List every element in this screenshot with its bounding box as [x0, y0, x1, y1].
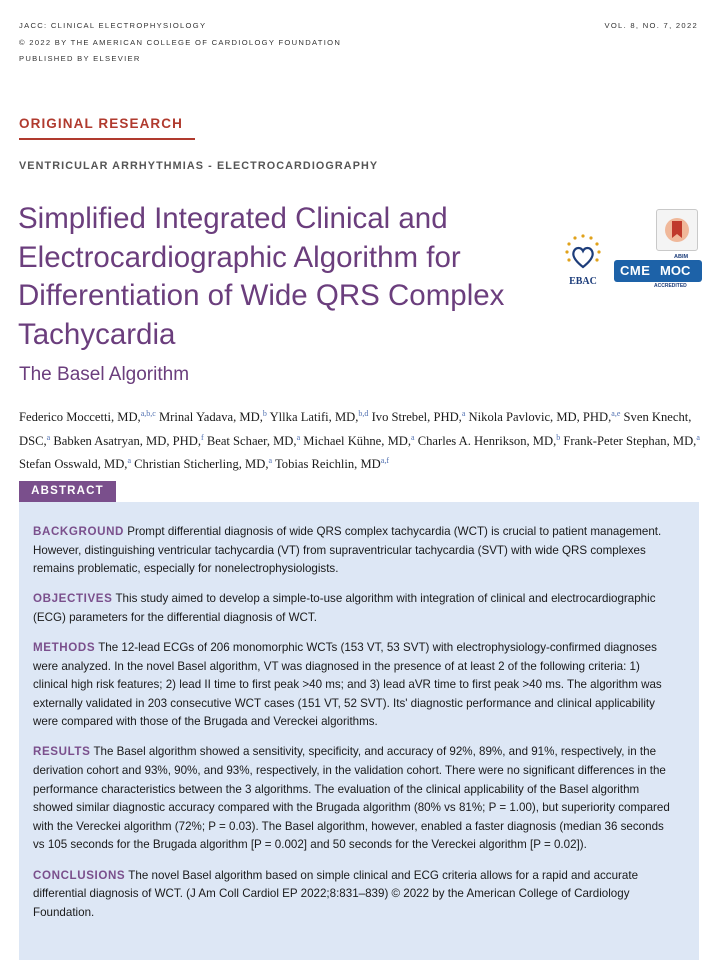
abstract-section-objectives [33, 590, 677, 627]
author-name: Frank-Peter Stephan, MD, [563, 433, 697, 448]
author-affiliation[interactable]: a [296, 432, 301, 442]
author-name: Christian Sticherling, MD, [134, 457, 269, 471]
author [469, 410, 621, 424]
article-title: Simplified Integrated Clinical and Electrocardiographic Algorithm for Differentiation of Wide QRS Complex Tachycardia [18, 202, 505, 351]
author [159, 410, 267, 424]
author-affiliation[interactable]: a [461, 409, 466, 418]
author-affiliation[interactable]: b [556, 432, 561, 442]
author-name: Federico Moccetti, MD, [19, 410, 141, 424]
author-affiliation[interactable]: a [411, 432, 415, 442]
author-name: Yllka Latifi, MD, [269, 410, 359, 424]
author-name: Ivo Strebel, PHD, [371, 410, 462, 424]
publisher-line: PUBLISHED BY ELSEVIER [19, 54, 141, 63]
ebac-heart-icon [560, 233, 606, 277]
author-list [19, 404, 703, 475]
section-divider [19, 138, 195, 140]
article-category: VENTRICULAR ARRHYTHMIAS - ELECTROCARDIOGRAPHY [19, 160, 379, 172]
author [134, 457, 272, 471]
abstract-section-methods [33, 639, 677, 732]
bookmark-icon [657, 210, 697, 250]
author-name: Charles A. Henrikson, MD, [417, 433, 557, 448]
abstract-content [33, 523, 677, 934]
author-name: Sven Knecht, DSC, [19, 410, 692, 448]
author-affiliation[interactable]: a [268, 456, 273, 465]
copyright-line: © 2022 BY THE AMERICAN COLLEGE OF CARDIOLOGY FOUNDATION [19, 38, 342, 47]
bookmark-badge[interactable] [656, 209, 698, 251]
author-name: Michael Kühne, MD, [303, 433, 412, 448]
volume-issue: VOL. 8, NO. 7, 2022 [604, 21, 698, 30]
author [270, 410, 369, 424]
abstract-section-conclusions [33, 867, 677, 923]
author [563, 434, 699, 448]
author [418, 434, 561, 448]
author-name: Babken Asatryan, MD, PHD, [53, 433, 201, 448]
author-affiliation[interactable]: b,d [358, 409, 369, 418]
author-name: Stefan Osswald, MD, [19, 457, 128, 471]
author-affiliation[interactable]: a,e [611, 409, 621, 418]
section-label: ORIGINAL RESEARCH [19, 116, 183, 131]
article-subtitle: The Basel Algorithm [19, 364, 190, 385]
abstract-section-heading: BACKGROUND [33, 525, 125, 538]
author-affiliation[interactable]: a,f [380, 456, 389, 465]
author-affiliation[interactable]: a [46, 432, 51, 442]
accredited-label: ACCREDITED [654, 283, 687, 289]
author [303, 434, 414, 448]
abstract-section-background [33, 523, 677, 579]
author [207, 434, 300, 448]
ebac-label: EBAC [569, 276, 597, 287]
moc-label: MOC [660, 263, 691, 278]
author [19, 457, 131, 471]
cme-moc-badge[interactable] [614, 254, 702, 288]
abstract-section-heading: OBJECTIVES [33, 592, 113, 606]
author [372, 410, 466, 424]
author [275, 457, 389, 471]
abstract-section-text: This study aimed to develop a simple-to-use algorithm with integration of clinical and electrocardiographic (ECG) parameters for the differential diagnosis of WCT. [33, 592, 656, 624]
abstract-section-heading: RESULTS [33, 745, 91, 759]
author-affiliation[interactable]: f [201, 432, 204, 442]
abstract-section-text: The novel Basel algorithm based on simple clinical and ECG criteria allows for a rapid and accurate differential diagnosis of WCT. (J Am Coll Cardiol EP 2022;8:831–839) © 2022 by the American College of Cardiology Foundation. [33, 868, 639, 919]
abstract-label: ABSTRACT [19, 481, 116, 502]
author-name: Tobias Reichlin, MD [274, 457, 381, 471]
ebac-badge[interactable] [560, 233, 606, 293]
author-affiliation[interactable]: a [127, 456, 131, 465]
author-name: Mrinal Yadava, MD, [158, 410, 263, 424]
cme-label: CME [620, 263, 651, 278]
author-name: Nikola Pavlovic, MD, PHD, [468, 410, 612, 424]
abstract-section-text: Prompt differential diagnosis of wide QRS complex tachycardia (WCT) is crucial to patient management. However, distinguishing ventricular tachycardia (VT) from supraventricular tachycardia (SVT) with wide QRS complexes remains problematic, especially for nonelectrophysiologists. [33, 525, 662, 576]
abstract-section-heading: METHODS [33, 640, 96, 654]
author-affiliation[interactable]: a,b,c [140, 409, 156, 418]
abstract-section-text: The 12-lead ECGs of 206 monomorphic WCTs (153 VT, 53 SVT) with electrophysiology-confirmed diagnoses were analyzed. In the novel Basel algorithm, VT was diagnosed in the presence of at least 2 of the following criteria: 1) clinical high risk features; 2) lead II time to first peak >40 ms; and 3) lead aVR time to first peak >40 ms. The algorithm was externally validated in 203 consecutive WCT cases (151 VT, 52 SVT). Its' diagnostic performance and clinical applicability were compared with those of the Brugada and Vereckei algorithms. [33, 640, 662, 729]
author-name: Beat Schaer, MD, [206, 433, 297, 448]
abstract-section-heading: CONCLUSIONS [33, 868, 126, 882]
abstract-section-results [33, 743, 677, 855]
journal-name: JACC: CLINICAL ELECTROPHYSIOLOGY [19, 21, 207, 30]
author [53, 434, 203, 448]
author-affiliation[interactable]: a [696, 432, 700, 442]
author-affiliation[interactable]: b [262, 409, 267, 418]
abstract-section-text: The Basel algorithm showed a sensitivity, specificity, and accuracy of 92%, 89%, and 91%, respectively, in the derivation cohort and 93%, 90%, and 93%, respectively, in the validation cohort. There were no significant differences in the performance characteristics between the 3 algorithms. The evaluation of the clinical applicability of the Basel algorithm showed similar diagnostic accuracy compared with the Brugada algorithm (80% vs 81%; P = 1.00), but superiority compared with the Vereckei algorithm (72%; P = 0.03). The Basel algorithm, however, enabled a faster diagnosis (median 36 seconds vs 105 seconds for the Brugada algorithm [P = 0.002] and 50 seconds for the Vereckei algorithm [P = 0.02]). [33, 745, 670, 852]
author [19, 410, 156, 424]
abim-label: ABIM [674, 254, 689, 260]
